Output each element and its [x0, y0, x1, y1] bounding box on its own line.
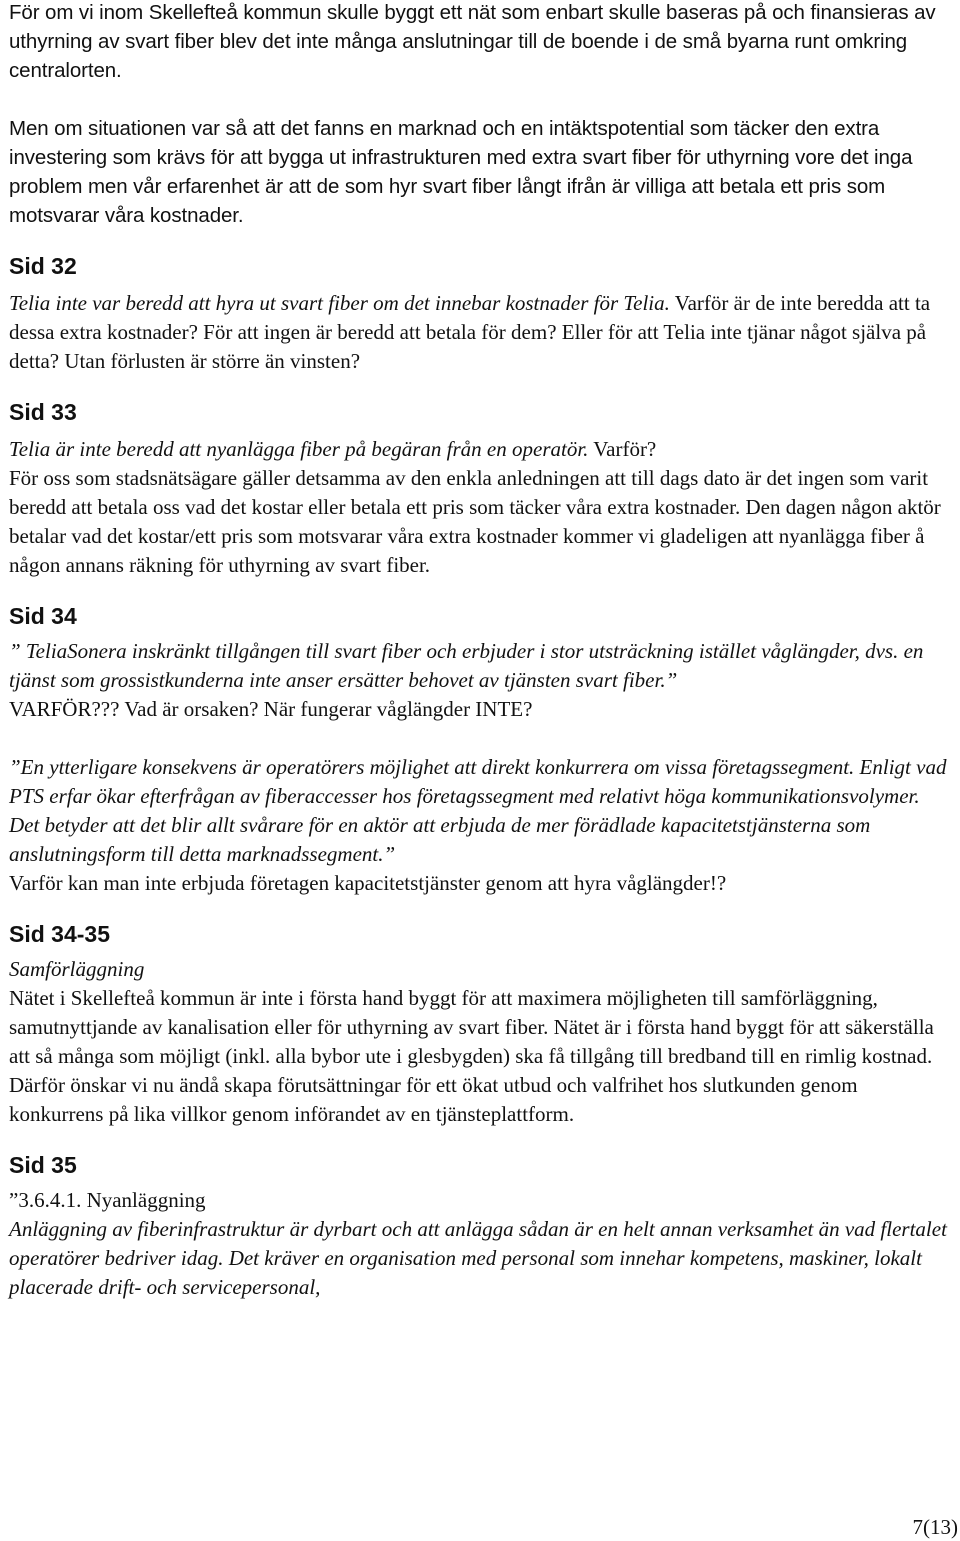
sid32-paragraph: [9, 289, 949, 376]
sid32-comment: Varför är de inte beredda att ta dessa extra kostnader? För att ingen är beredd att betala för dem? Eller för att Telia inte tjänar något själva på detta? Utan förlusten är större än vinsten?: [9, 291, 931, 373]
sid34-quote-1: ” TeliaSonera inskränkt tillgången till svart fiber och erbjuder i stor utsträckning istället våglängder, dvs. en tjänst som grossistkunderna inte anser ersätter behovet av tjänsten svart fiber.”: [9, 639, 924, 692]
heading-sid-35: Sid 35: [9, 1152, 77, 1178]
document-page: [9, 0, 949, 1302]
heading-sid-33: Sid 33: [9, 399, 77, 425]
sid3435-subheading: Samförläggning: [9, 957, 145, 981]
sid35-quote: Anläggning av fiberinfrastruktur är dyrbart och att anlägga sådan är en helt annan verksamhet än vad flertalet operatörer bedriver idag. Det kräver en organisation med personal som innehar kompetens, maskiner, lokalt placerade drift- och servicepersonal,: [9, 1217, 947, 1299]
page-number: 7(13): [912, 1515, 958, 1539]
sid34-comment-2: Varför kan man inte erbjuda företagen kapacitetstjänster genom att hyra våglängder!?: [9, 871, 727, 895]
sid3435-text: Nätet i Skellefteå kommun är inte i första hand byggt för att maximera möjligheten till samförläggning, samutnyttjande av kanalisation eller för uthyrning av svart fiber. Nätet är i första hand byggt för att säkerställa att så många som möjligt (inkl. alla bybor ute i glesbygden) ska få tillgång till bredband till en rimlig kostnad. Därför önskar vi nu ändå skapa förutsättningar för ett ökat utbud och valfrihet hos slutkunden genom konkurrens på lika villkor genom införandet av en tjänsteplattform.: [9, 986, 934, 1126]
sid33-quote: Telia är inte beredd att nyanlägga fiber på begäran från en operatör.: [9, 437, 589, 461]
sid33-comment: För oss som stadsnätsägare gäller detsamma av den enkla anledningen att till dags dato är det ingen som varit beredd att betala oss vad det kostar eller betala ett pris som täcker våra extra kostnader. Den dagen någon aktör betalar vad det kostar/ett pris som motsvarar våra extra kostnader kommer vi gladeligen att nyanlägga fiber å någon annans räkning för uthyrning av svart fiber.: [9, 466, 941, 577]
intro-paragraph-2: Men om situationen var så att det fanns en marknad och en intäktspotential som täcker den extra investering som krävs för att bygga ut infrastrukturen med extra svart fiber för uthyrning vore det inga problem men vår erfarenhet är att de som hyr svart fiber långt ifrån är villiga att betala ett pris som motsvarar våra kostnader.: [9, 117, 913, 227]
heading-sid-34-35: Sid 34-35: [9, 921, 110, 947]
sid32-quote: Telia inte var beredd att hyra ut svart fiber om det innebar kostnader för Telia.: [9, 291, 670, 315]
sid34-comment-1: VARFÖR??? Vad är orsaken? När fungerar våglängder INTE?: [9, 697, 533, 721]
heading-sid-32: Sid 32: [9, 253, 77, 279]
sid34-quote-2: ”En ytterligare konsekvens är operatörers möjlighet att direkt konkurrera om vissa företagssegment. Enligt vad PTS erfar ökar efterfrågan av fiberaccesser hos företagssegment med relativt höga kommunikationsvolymer. Det betyder att det blir allt svårare för en aktör att erbjuda de mer förädlade kapacitetstjänsterna som anslutningsform till detta marknadssegment.”: [9, 755, 947, 866]
heading-sid-34: Sid 34: [9, 603, 77, 629]
sid35-section: ”3.6.4.1. Nyanläggning: [9, 1188, 206, 1212]
sid33-quote-line: [9, 435, 949, 464]
sid33-question: Varför?: [588, 437, 657, 461]
intro-paragraph-1: För om vi inom Skellefteå kommun skulle byggt ett nät som enbart skulle baseras på och finansieras av uthyrning av svart fiber blev det inte många anslutningar till de boende i de små byarna runt omkring centralorten.: [9, 1, 936, 82]
